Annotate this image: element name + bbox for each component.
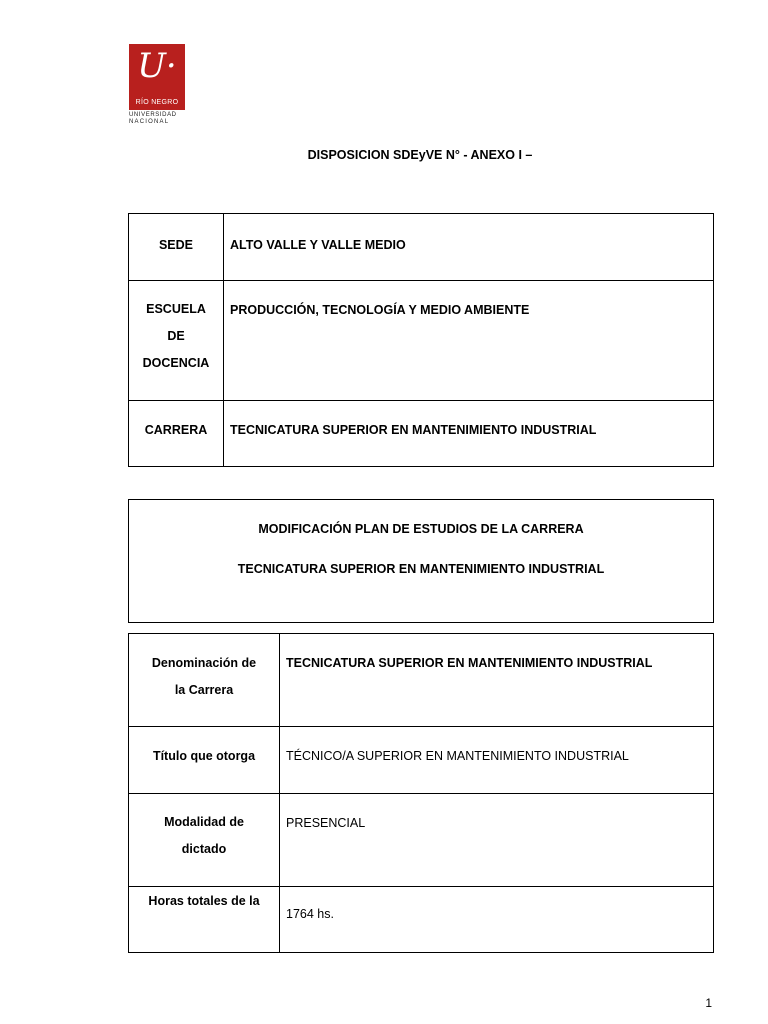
- modalidad-label-1: Modalidad de: [164, 815, 244, 829]
- logo-u-letter: U·: [137, 46, 177, 86]
- denominacion-label-1: Denominación de: [151, 656, 257, 670]
- denominacion-value: TECNICATURA SUPERIOR EN MANTENIMIENTO INDUSTRIAL: [286, 656, 653, 670]
- document-title: DISPOSICION SDEyVE N° - ANEXO I –: [307, 148, 533, 162]
- info-table: [128, 213, 714, 467]
- table-row: [129, 401, 714, 467]
- plan-cell: [129, 500, 714, 623]
- value-cell: [280, 887, 714, 953]
- table-row: [129, 794, 714, 887]
- value-cell: [224, 401, 714, 467]
- label-cell: [129, 214, 224, 281]
- logo-universidad: UNIVERSIDAD: [129, 112, 177, 118]
- university-logo: [129, 44, 187, 128]
- label-cell: [129, 401, 224, 467]
- value-cell: [224, 281, 714, 401]
- table-row: [129, 500, 714, 623]
- horas-label: Horas totales de la: [148, 894, 260, 908]
- escuela-label-3: DOCENCIA: [142, 356, 210, 370]
- label-cell: [129, 727, 280, 794]
- value-cell: [280, 727, 714, 794]
- modalidad-label-2: dictado: [181, 842, 227, 856]
- carrera-label: CARRERA: [144, 423, 208, 437]
- plan-box: [128, 499, 714, 623]
- label-cell: [129, 887, 280, 953]
- plan-line-1: MODIFICACIÓN PLAN DE ESTUDIOS DE LA CARRERA: [258, 522, 584, 536]
- horas-value: 1764 hs.: [286, 907, 334, 921]
- carrera-value: TECNICATURA SUPERIOR EN MANTENIMIENTO INDUSTRIAL: [230, 423, 597, 437]
- plan-line-2: TECNICATURA SUPERIOR EN MANTENIMIENTO INDUSTRIAL: [237, 562, 605, 576]
- modalidad-value: PRESENCIAL: [286, 816, 366, 830]
- table-row: [129, 214, 714, 281]
- value-cell: [280, 634, 714, 727]
- denominacion-label-2: la Carrera: [174, 683, 234, 697]
- escuela-label-2: DE: [167, 329, 185, 343]
- logo-mark: [129, 44, 185, 110]
- label-cell: [129, 634, 280, 727]
- table-row: [129, 281, 714, 401]
- sede-value: ALTO VALLE Y VALLE MEDIO: [230, 238, 406, 252]
- logo-rio-negro: RÍO NEGRO: [135, 99, 179, 106]
- value-cell: [280, 794, 714, 887]
- table-row: [129, 634, 714, 727]
- titulo-value: TÉCNICO/A SUPERIOR EN MANTENIMIENTO INDUSTRIAL: [286, 749, 629, 763]
- table-row: [129, 887, 714, 953]
- details-table: [128, 633, 714, 953]
- label-cell: [129, 281, 224, 401]
- value-cell: [224, 214, 714, 281]
- sede-label: SEDE: [158, 238, 194, 252]
- page-number: 1: [705, 996, 712, 1010]
- escuela-value: PRODUCCIÓN, TECNOLOGÍA Y MEDIO AMBIENTE: [230, 303, 530, 317]
- logo-nacional: NACIONAL: [129, 119, 170, 125]
- label-cell: [129, 794, 280, 887]
- escuela-label-1: ESCUELA: [146, 302, 206, 316]
- titulo-label: Título que otorga: [152, 749, 256, 763]
- table-row: [129, 727, 714, 794]
